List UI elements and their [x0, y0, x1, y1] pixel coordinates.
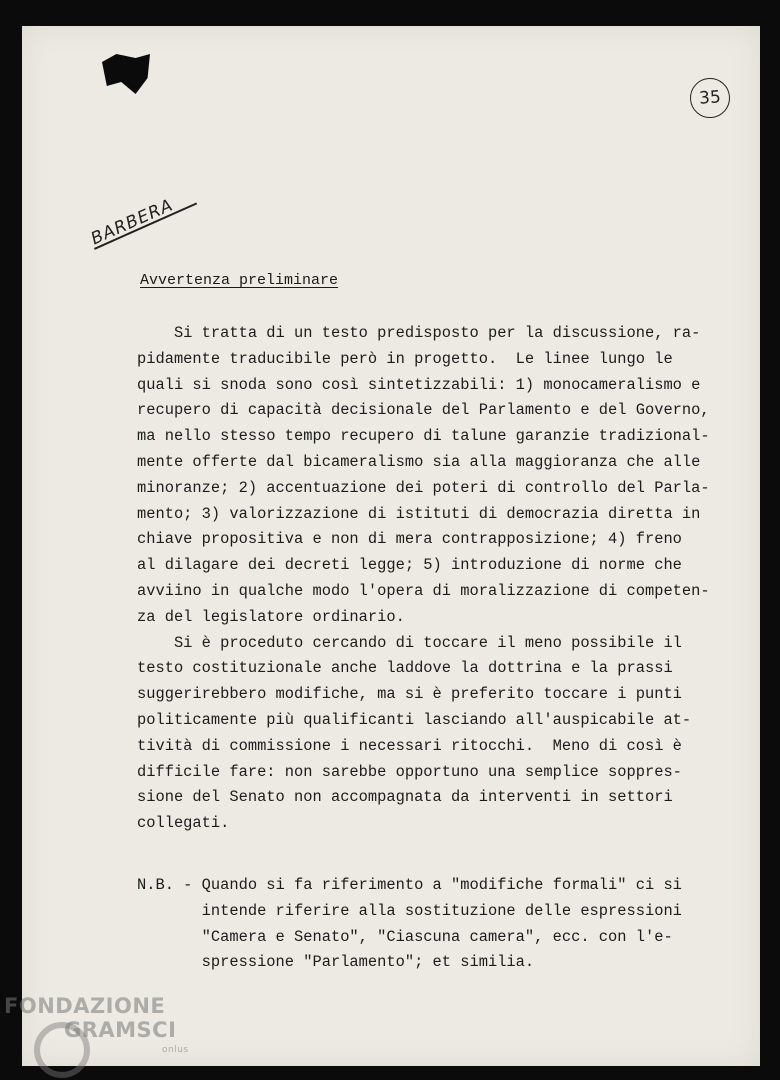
- text-line: pidamente traducibile però in progetto. Le linee lungo le: [137, 349, 673, 368]
- nb-line: spressione "Parlamento"; et similia.: [137, 953, 535, 972]
- torn-corner: [102, 54, 150, 94]
- watermark: [4, 994, 189, 1062]
- text-line: chiave propositiva e non di mera contrapposizione; 4) freno: [137, 530, 682, 549]
- text-line: testo costituzionale anche laddove la dottrina e la prassi: [137, 659, 673, 678]
- body-paragraphs: [137, 321, 717, 837]
- text-line: Si è proceduto cercando di toccare il meno possibile il: [137, 633, 682, 652]
- page-number-circled: 35: [689, 77, 732, 120]
- watermark-line1: FONDAZIONE: [4, 994, 166, 1018]
- text-line: ma nello stesso tempo recupero di talune garanzie tradizional-: [137, 427, 710, 446]
- text-line: al dilagare dei decreti legge; 5) introduzione di norme che: [137, 556, 682, 575]
- text-line: avviino in qualche modo l'opera di moralizzazione di competen-: [137, 581, 710, 600]
- text-line: suggerirebbero modifiche, ma si è preferito toccare i punti: [137, 685, 682, 704]
- watermark-line3: onlus: [162, 1045, 189, 1055]
- nb-line: N.B. - Quando si fa riferimento a "modifiche formali" ci si: [137, 876, 682, 894]
- text-line: difficile fare: non sarebbe opportuno una semplice soppres-: [137, 762, 682, 781]
- text-line: mente offerte dal bicameralismo sia alla maggioranza che alle: [137, 452, 701, 471]
- text-line: sione del Senato non accompagnata da interventi in settori: [137, 788, 673, 807]
- text-line: minoranze; 2) accentuazione dei poteri di controllo del Parla-: [137, 478, 710, 497]
- text-line: politicamente più qualificanti lasciando all'auspicabile at-: [137, 710, 692, 729]
- handwritten-annotation: BARBERA: [88, 195, 177, 250]
- nb-line: "Camera e Senato", "Ciascuna camera", ecc. con l'e-: [137, 927, 673, 946]
- nota-bene: [137, 873, 717, 976]
- section-heading: Avvertenza preliminare: [140, 272, 339, 289]
- text-line: Si tratta di un testo predisposto per la discussione, ra-: [137, 324, 701, 342]
- text-line: mento; 3) valorizzazione di istituti di democrazia diretta in: [137, 504, 701, 523]
- text-line: recupero di capacità decisionale del Parlamento e del Governo,: [137, 401, 710, 420]
- text-line: collegati.: [137, 814, 230, 833]
- text-line: tività di commissione i necessari ritocchi. Meno di così è: [137, 736, 682, 755]
- text-line: za del legislatore ordinario.: [137, 607, 405, 626]
- text-line: quali si snoda sono così sintetizzabili: 1) monocameralismo e: [137, 375, 701, 394]
- nb-line: intende riferire alla sostituzione delle espressioni: [137, 901, 682, 920]
- watermark-line2: GRAMSCI: [64, 1018, 177, 1042]
